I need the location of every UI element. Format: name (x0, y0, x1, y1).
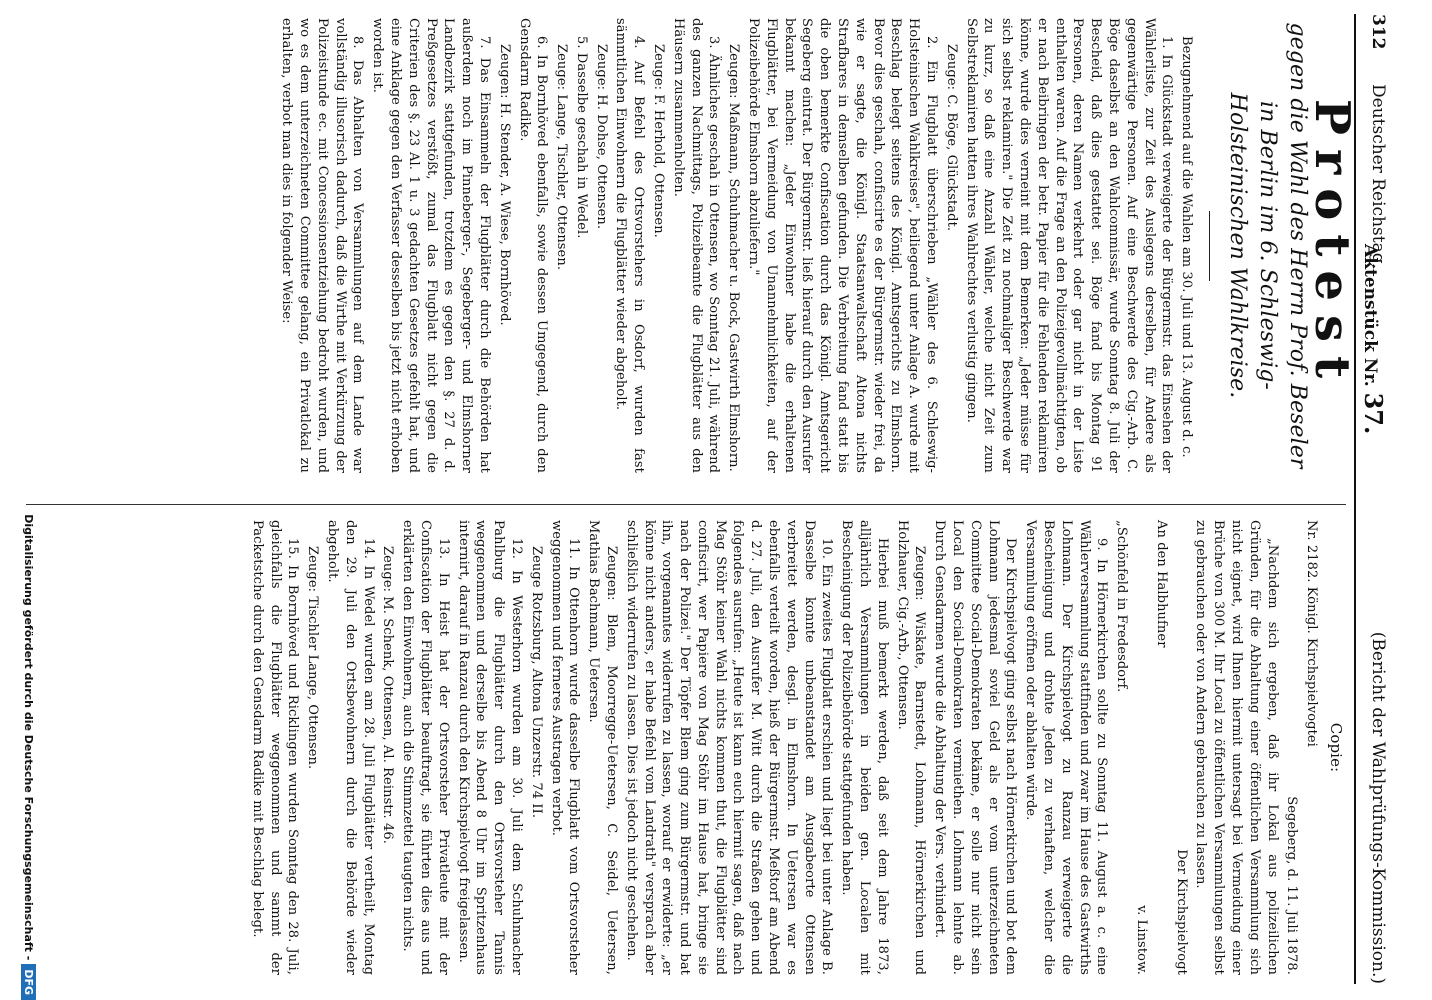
letter-addressee-1: An den Halbhufner (1153, 520, 1169, 648)
header-bracket: (Bericht der Wahlprüfungs-Kommission.) (1368, 631, 1388, 984)
paragraph-9: 9. In Hörnerkirchen sollte zu Sonntag 11. August a. c. eine Wählerversammlung stattfinden und zwar im Hause des Gastwirths Lohmann. Der Kirchspielvogt zu Ranzau verweigerte die Bescheinigung und drohte Jeden zu verhaften, welcher die Versammlung eröffnen oder abhalten würde. (1023, 520, 1110, 975)
paragraph-8: 8. Das Abhalten von Versammlungen auf dem Lande war vollständig illusorisch dadurch, daß die Wirthe mit Verkürzung der Polizeistunde ec. mit Concessionsentziehung bedroht wurden, und wo es dem unterzeichneten Committee gelang, ein Privatlokal zu erhalten, verbot man dies in folgender Weise: (279, 18, 366, 473)
paragraph-3: 3. Ähnliches geschah in Ottensen, wo Sonntag 21. Juli, während des ganzen Nachmittags, Polizeibeamte die Flugblätter aus den Häusern zusammenholten. (670, 18, 722, 473)
aktenstueck-text: Aktenstück Nr. (1360, 244, 1380, 387)
witness-6: Zeugen: H. Stender, A. Wiese, Bornhöved. (496, 44, 512, 326)
paragraph-6: 6. In Bornhöved ebenfalls, sowie dessen Umgegend, durch den Gensdarm Radike. (516, 18, 550, 473)
column-divider (26, 504, 1346, 505)
right-column (26, 520, 1346, 975)
header-title: Deutscher Reichstag. (1368, 84, 1388, 269)
page-number: 312 (1368, 14, 1388, 50)
paragraph-15: 15. In Bornhöved und Ricklingen wurden Sonntag den 28. Juli, gleichfalls die Flugblätter weggenommen und sammt der Packetstche durch den Gensdarm Radike mit Beschlag belegt. (249, 520, 301, 975)
witness-9: Zeugen: Wiskate, Barnstedt, Lohmann, Hörnerkirchen und Holzhauer, Cig.-Arb., Ottensen. (894, 520, 928, 975)
paragraph-13: 13. In Heist hat der Ortsvorsteher Privatleute mit der Confiscation der Flugblätter beauftragt, sie führten dies aus und erklärten den Einwohnern, auch die Stimmzettel taugten nichts. (400, 520, 451, 975)
witness-1: Zeuge: C. Böge, Glückstadt. (943, 44, 959, 232)
digitization-text: Digitalisierung gefördert durch die Deutsche Forschungsgemeinschaft - (22, 514, 35, 961)
paragraph-11: 11. In Ottenhorn wurde dasselbe Flugblatt vom Ortsvorsteher weggenommen und ferneres Austragen verbot. (548, 520, 582, 975)
letter-addressee-2: „Schönfeld in Fredesdorf. (1114, 520, 1130, 693)
left-column (26, 18, 1360, 473)
document-page (4, 4, 1404, 994)
witness-13: Zeuge: M. Schenk, Ottensen, Al. Reinstr. 46. (380, 546, 396, 844)
letter-body: „Nachdem sich ergeben, daß ihr Lokal aus polizeilichen Gründen, für die Abhaltung einer öffentlichen Versammlung sich nicht eignet, wird Ihnen hiermit untersagt bei Vermeidung einer Brüche von 300 M. Ihr Local zu öffentlichen Versammlungen selbst zu gebrauchen oder von Andern gebrauchen zu lassen. (1193, 520, 1280, 975)
copy-heading: Copie: (1327, 722, 1345, 773)
paragraph-5: 5. Dasselbe geschah in Wedel. (573, 36, 589, 239)
paragraph-12: 12. In Westerhorn wurden am 30. Juli dem Schuhmacher Pahlburg die Flugblätter durch den Ortsvorsteher Tannis weggenommen und derselbe bis Abend 8 Uhr im Spritzenhaus internirt, darauf in Ranzau durch den Kirchspielvogt freigelassen. (455, 520, 524, 975)
witness-5: Zeuge: Lange, Tischler, Ottensen. (554, 44, 570, 271)
letter-number: Nr. 2182. Königl. Kirchspielvogtei (1304, 520, 1320, 747)
letter-place-date: Segeberg, d. 11. Juli 1878. (1284, 796, 1300, 975)
protest-subtitle: gegen die Wahl des Herrn Prof. Beseler in Berlin im 6. Schleswig-Holsteinischen Wahlkreise. (1225, 22, 1311, 469)
witness-10: Zeugen: Blem, Moorregge-Uetersen, C. Seidel, Uetersen, Mathias Bachmann, Uetersen. (586, 520, 619, 975)
witness-14: Zeuge: Tischler Lange, Ottensen. (305, 546, 321, 770)
paragraph-2: 2. Ein Flugblatt überschrieben „Wähler des 6. Schleswig-Holsteinischen Wahlkreises", beiliegend unter Anlage A. wurde mit Beschlag belegt seitens des Königl. Amtsgerichts zu Elmshorn. Bevor dies geschah, confiscirte es der Bürgermstr. wieder frei, da wie er sagte, die Königl. Staatsanwaltschaft Altona nichts Strafbares in demselben gefunden. Die Verbreitung fand statt bis die oben bemerkte Confiscation durch das Königl. Amtsgericht Segeberg eintrat. Der Bürgermstr. ließ hierauf durch den Ausrufer bekannt machen: „Jeder Einwohner habe die erhaltenen Flugblätter, bei Vermeidung von Unannehmlichkeiten, auf der Polizeibehörde Elmshorn abzuliefern." (746, 18, 940, 473)
paragraph-14: 14. In Wedel wurden am 28. Juli Flugblätter vertheilt, Montag den 29. Juli den Ortsbewohnern durch die Behörde wieder abgeholt. (324, 520, 376, 975)
dfg-logo: DFG (21, 964, 36, 1000)
letter-signature-name: v. Linstow. (1134, 905, 1150, 975)
letter-signature-title: Der Kirchspielvogt (1173, 849, 1189, 975)
paragraph-9b: Der Kirchspielvogt ging selbst nach Hörnerkirchen und bot dem Lohmann jedesmal soviel Geld als er vom unterzeichneten Committee Social-Demokraten bekäme, er solle nur nicht sein Local den Social-Demokraten vermiethen. Lohmann lehnte ab. Durch Gensdarmen wurde die Abhaltung der Vers. verhindert. (932, 520, 1019, 975)
digitization-note (10, 0, 36, 1000)
witness-2: Zeugen: Maßmann, Schuhmacher u. Bock, Gastwirth Elmshorn. (726, 44, 742, 472)
aktenstueck-label (1359, 244, 1388, 434)
paragraph-7: 7. Das Einsammeln der Flugblätter durch die Behörden hat außerdem noch im Pinneberger-, Segeberger- und Elmshorner Landbezirk stattgefunden, trotzdem es gegen den §. 27 d. d. Preßgesetzes verstößt, zumal das Flugblatt nicht gegen die Criterien des §. 23 Al. 1 u. 3 gedachten Gesetzes gefehlt hat, und eine Anklage gegen den Verfasser desselben bis jetzt nicht erhoben worden ist. (370, 18, 492, 473)
running-header (1354, 14, 1394, 984)
protest-title: Protest (1304, 98, 1360, 393)
witness-11: Zeuge Rotzsburg, Altona Unzerstr. 74 II. (528, 546, 544, 819)
witness-3: Zeuge: F. Herhold, Ottensen. (651, 44, 667, 238)
paragraph-10: 10. Ein zweites Flugblatt erschien und liegt bei unter Anlage B. Dasselbe konnte unbeanstandet am Ausgabeorte Ottensen verbreitet werden, desgl. in Elmshorn. In Uetersen war es ebenfalls verteilt worden, hieß der Bürgermstr. Meßtorf am Abend d. 27. Juli, den Ausrufer M. Witt durch die Straßen gehen und folgendes ausrufen: „Heute ist kann euch hiermit sagen, daß nach Mag Stöhr keiner Wahl nichts kommen thut, die Flugblätter sind confiscirt, wer Papiere von Mag Stöhr im Hause hat, bringe sie nach der Polizei." Der Töpfer Blem ging zum Bürgermstr. und bat ihn, vorgenanntes widerrufen zu lassen, worauf er erwiderte: „er könne nicht anders, er habe Befehl vom Landrath" versprach aber schließlich widerrufen zu lassen. Dies ist jedoch nicht geschehen. (623, 520, 835, 975)
title-divider (1209, 211, 1210, 281)
paragraph-9c: Hierbei muß bemerkt werden, daß seit dem Jahre 1873, alljährlich Versammlungen in beiden gen. Localen mit Bescheinigung der Polizeibehörde stattgefunden haben. (839, 520, 890, 975)
paragraph-1: 1. In Glückstadt verweigerte der Bürgermstr. das Einsehen der Wählerliste, zur Zeit des Auslegens derselben, für Andere als gegenwärtige Personen. Auf eine Beschwerde des Cig.-Arb. C. Böge daselbst an den Wahlcommissär, wurde Sonntag 8. Juli der Bescheid, daß dies gestattet sei. Böge fand bis Montag 91 Personen, deren Namen verkehrt oder gar nicht in der Liste enthalten waren. Auf die Frage an den Polizeigevollmächtigten, ob er nach Beibringen der betr. Papier für die Fehlenden reklamiren könne, wurde dies verneint mit dem Bemerken: „Jeder müsse für sich selbst reklamiren." Die Zeit zu nochmaliger Beschwerde war zu kurz, so daß eine Anzahl Wähler, welche nicht Zeit zum Selbstreklamiren hatten ihres Wahlrechtes verlustig gingen. (963, 18, 1175, 473)
aktenstueck-number: 37. (1359, 392, 1388, 435)
witness-4: Zeuge: H. Dohse, Ottensen. (593, 44, 609, 230)
intro-paragraph: Bezugnehmend auf die Wahlen am 30. Juli und 13. August d. c. (1179, 36, 1195, 458)
paragraph-4: 4. Auf Befehl des Ortsvorstehers in Osdorf, wurden fast sämmtlichen Einwohnern die Flugblätter wieder abgeholt. (613, 18, 647, 473)
